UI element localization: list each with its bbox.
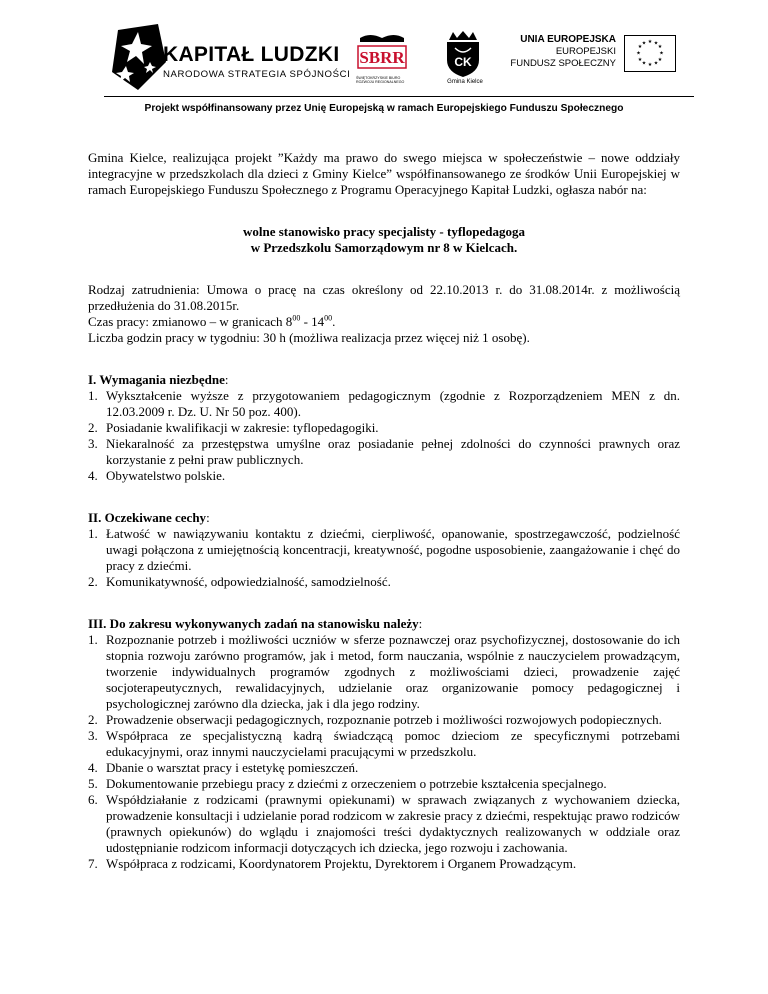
list-item: 3. Współpraca ze specjalistyczną kadrą świadczącą pomoc dzieciom ze specyficznymi potrzebami edukacyjnymi, oraz innymi nauczycielami pracującymi w przedszkolu. [88,728,680,759]
svg-text:★: ★ [653,60,659,67]
section-title: II. Oczekiwane cechy: [88,510,210,525]
sbrr-logo [356,32,408,74]
announcement-body [88,150,680,872]
list-item: 3. Niekaralność za przestępstwa umyślne oraz posiadanie pełnej zdolności do czynności prawnych oraz korzystanie z pełni praw publicznych. [88,436,680,467]
list-item: 2. Komunikatywność, odpowiedzialność, samodzielność. [88,574,391,589]
svg-text:★: ★ [657,44,663,50]
list-item: 2. Posiadanie kwalifikacji w zakresie: tyflopedagogiki. [88,420,379,435]
kielce-crest-icon [443,30,483,78]
kapital-ludzki-title: KAPITAŁ LUDZKI [163,43,340,66]
list-item: 4. Obywatelstwo polskie. [88,468,226,483]
weekly-hours: Liczba godzin pracy w tygodniu: 30 h (możliwa realizacja przez więcej niż 1 osobę). [88,330,530,345]
svg-text:★: ★ [641,40,647,47]
svg-text:★: ★ [657,57,663,63]
svg-text:★: ★ [637,57,643,63]
requirements-list [88,388,680,484]
work-time: Czas pracy: zmianowo – w granicach $8^{00} - 14^{00}$. [88,313,336,329]
list-item: 6. Współdziałanie z rodzicami (prawnymi opiekunami) w sprawach związanych z wychowaniem dziecka, prowadzenie konsultacji i udzielanie porad rodzicom w zakresie pracy z dziećmi, respektując prawo rodziców (prawnych opiekunów) do wglądu i znajomości treści dydaktycznych realizowanych w oddziale oraz udostępnianie rodzicom informacji dotyczących ich dziecka, jego rozwoju i zachowania. [88,792,680,855]
list-item: 1. Łatwość w nawiązywaniu kontaktu z dziećmi, cierpliwość, opanowanie, spostrzegawczość, podzielność uwagi połączona z umiejętnością koncentracji, kreatywność, pogodne usposobienie, zaangażowanie i chęć do pracy z dziećmi. [88,526,680,573]
sbrr-caption: ŚWIĘTOKRZYSKIE BIURO ROZWOJU REGIONALNEGO [356,76,405,84]
header-divider [104,96,694,97]
gmina-kielce-caption: Gmina Kielce [447,79,483,85]
cofinancing-banner: Projekt współfinansowany przez Unię Europejską w ramach Europejskiego Funduszu Społecznego [144,103,624,114]
section-title: III. Do zakresu wykonywanych zadań na stanowisku należy: [88,616,423,631]
list-item: 2. Prowadzenie obserwacji pedagogicznych, rozpoznanie potrzeb i możliwości rozwojowych podopiecznych. [88,712,662,727]
svg-text:★: ★ [647,39,653,45]
svg-text:★: ★ [653,40,659,47]
section-title: I. Wymagania niezbędne: [88,372,229,387]
svg-text:★: ★ [641,60,647,67]
eu-line-3: FUNDUSZ SPOŁECZNY [510,58,616,69]
ck-logo-text: CK [454,55,472,69]
svg-text:★: ★ [637,44,643,50]
list-item: 4. Dbanie o warsztat pracy i estetykę pomieszczeń. [88,760,359,775]
svg-text:★: ★ [647,62,653,68]
svg-text:★: ★ [659,50,664,57]
svg-text:★: ★ [636,50,641,57]
employment-type: Rodzaj zatrudnienia: Umowa o pracę na czas określony od 22.10.2013 r. do 31.08.2014r. z możliwością przedłużenia do 31.08.2015r. [88,282,680,313]
eu-flag-icon [624,35,676,72]
eu-text-block [500,34,616,70]
list-item: 1. Rozpoznanie potrzeb i możliwości uczniów w sferze poznawczej oraz psychofizycznej, dostosowanie do ich stopnia rozwoju zarówno programów, jak i metod, form nauczania, wspólnie z nauczycielem prowadzącym, tworzenie indywidualnych programów zgodnych z możliwościami dzieci, prowadzenie zajęć socjoterapeutycznych, rewalidacyjnych, udzielanie oraz organizowanie pomocy pedagogicznej i psychologicznej zarówno dla dziecka, jak i dla jego rodziny. [88,632,680,711]
eu-line-1: UNIA EUROPEJSKA [520,34,616,45]
list-item: 5. Dokumentowanie przebiegu pracy z dziećmi z orzeczeniem o potrzebie kształcenia specjalnego. [88,776,607,791]
position-heading-line-2: w Przedszkolu Samorządowym nr 8 w Kielcach. [250,240,518,255]
eu-line-2: EUROPEJSKI [555,46,616,57]
list-item: 7. Współpraca z rodzicami, Koordynatorem Projektu, Dyrektorem i Organem Prowadzącym. [88,856,577,871]
sbrr-logo-text: SBRR [359,48,405,67]
intro-paragraph: Gmina Kielce, realizująca projekt ”Każdy ma prawo do swego miejsca w społeczeństwie – nowe oddziały integracyjne w przedszkolach dla dzieci z Gminy Kielce” współfinansowanego ze środków Unii Europejskiej w ramach Europejskiego Funduszu Społecznego z Programu Operacyjnego Kapitał Ludzki, ogłasza nabór na: [88,150,680,197]
list-item: 1. Wykształcenie wyższe z przygotowaniem pedagogicznym (zgodnie z Rozporządzeniem MEN z dn. 12.03.2009 r. Dz. U. Nr 50 poz. 400). [88,388,680,419]
expected-traits-list [88,526,680,590]
page-header [0,0,768,130]
kapital-ludzki-subtitle: NARODOWA STRATEGIA SPÓJNOŚCI [163,69,351,80]
kapital-ludzki-logo [108,22,168,92]
duties-list [88,632,680,872]
position-heading-line-1: wolne stanowisko pracy specjalisty - tyflopedagoga [242,224,526,239]
